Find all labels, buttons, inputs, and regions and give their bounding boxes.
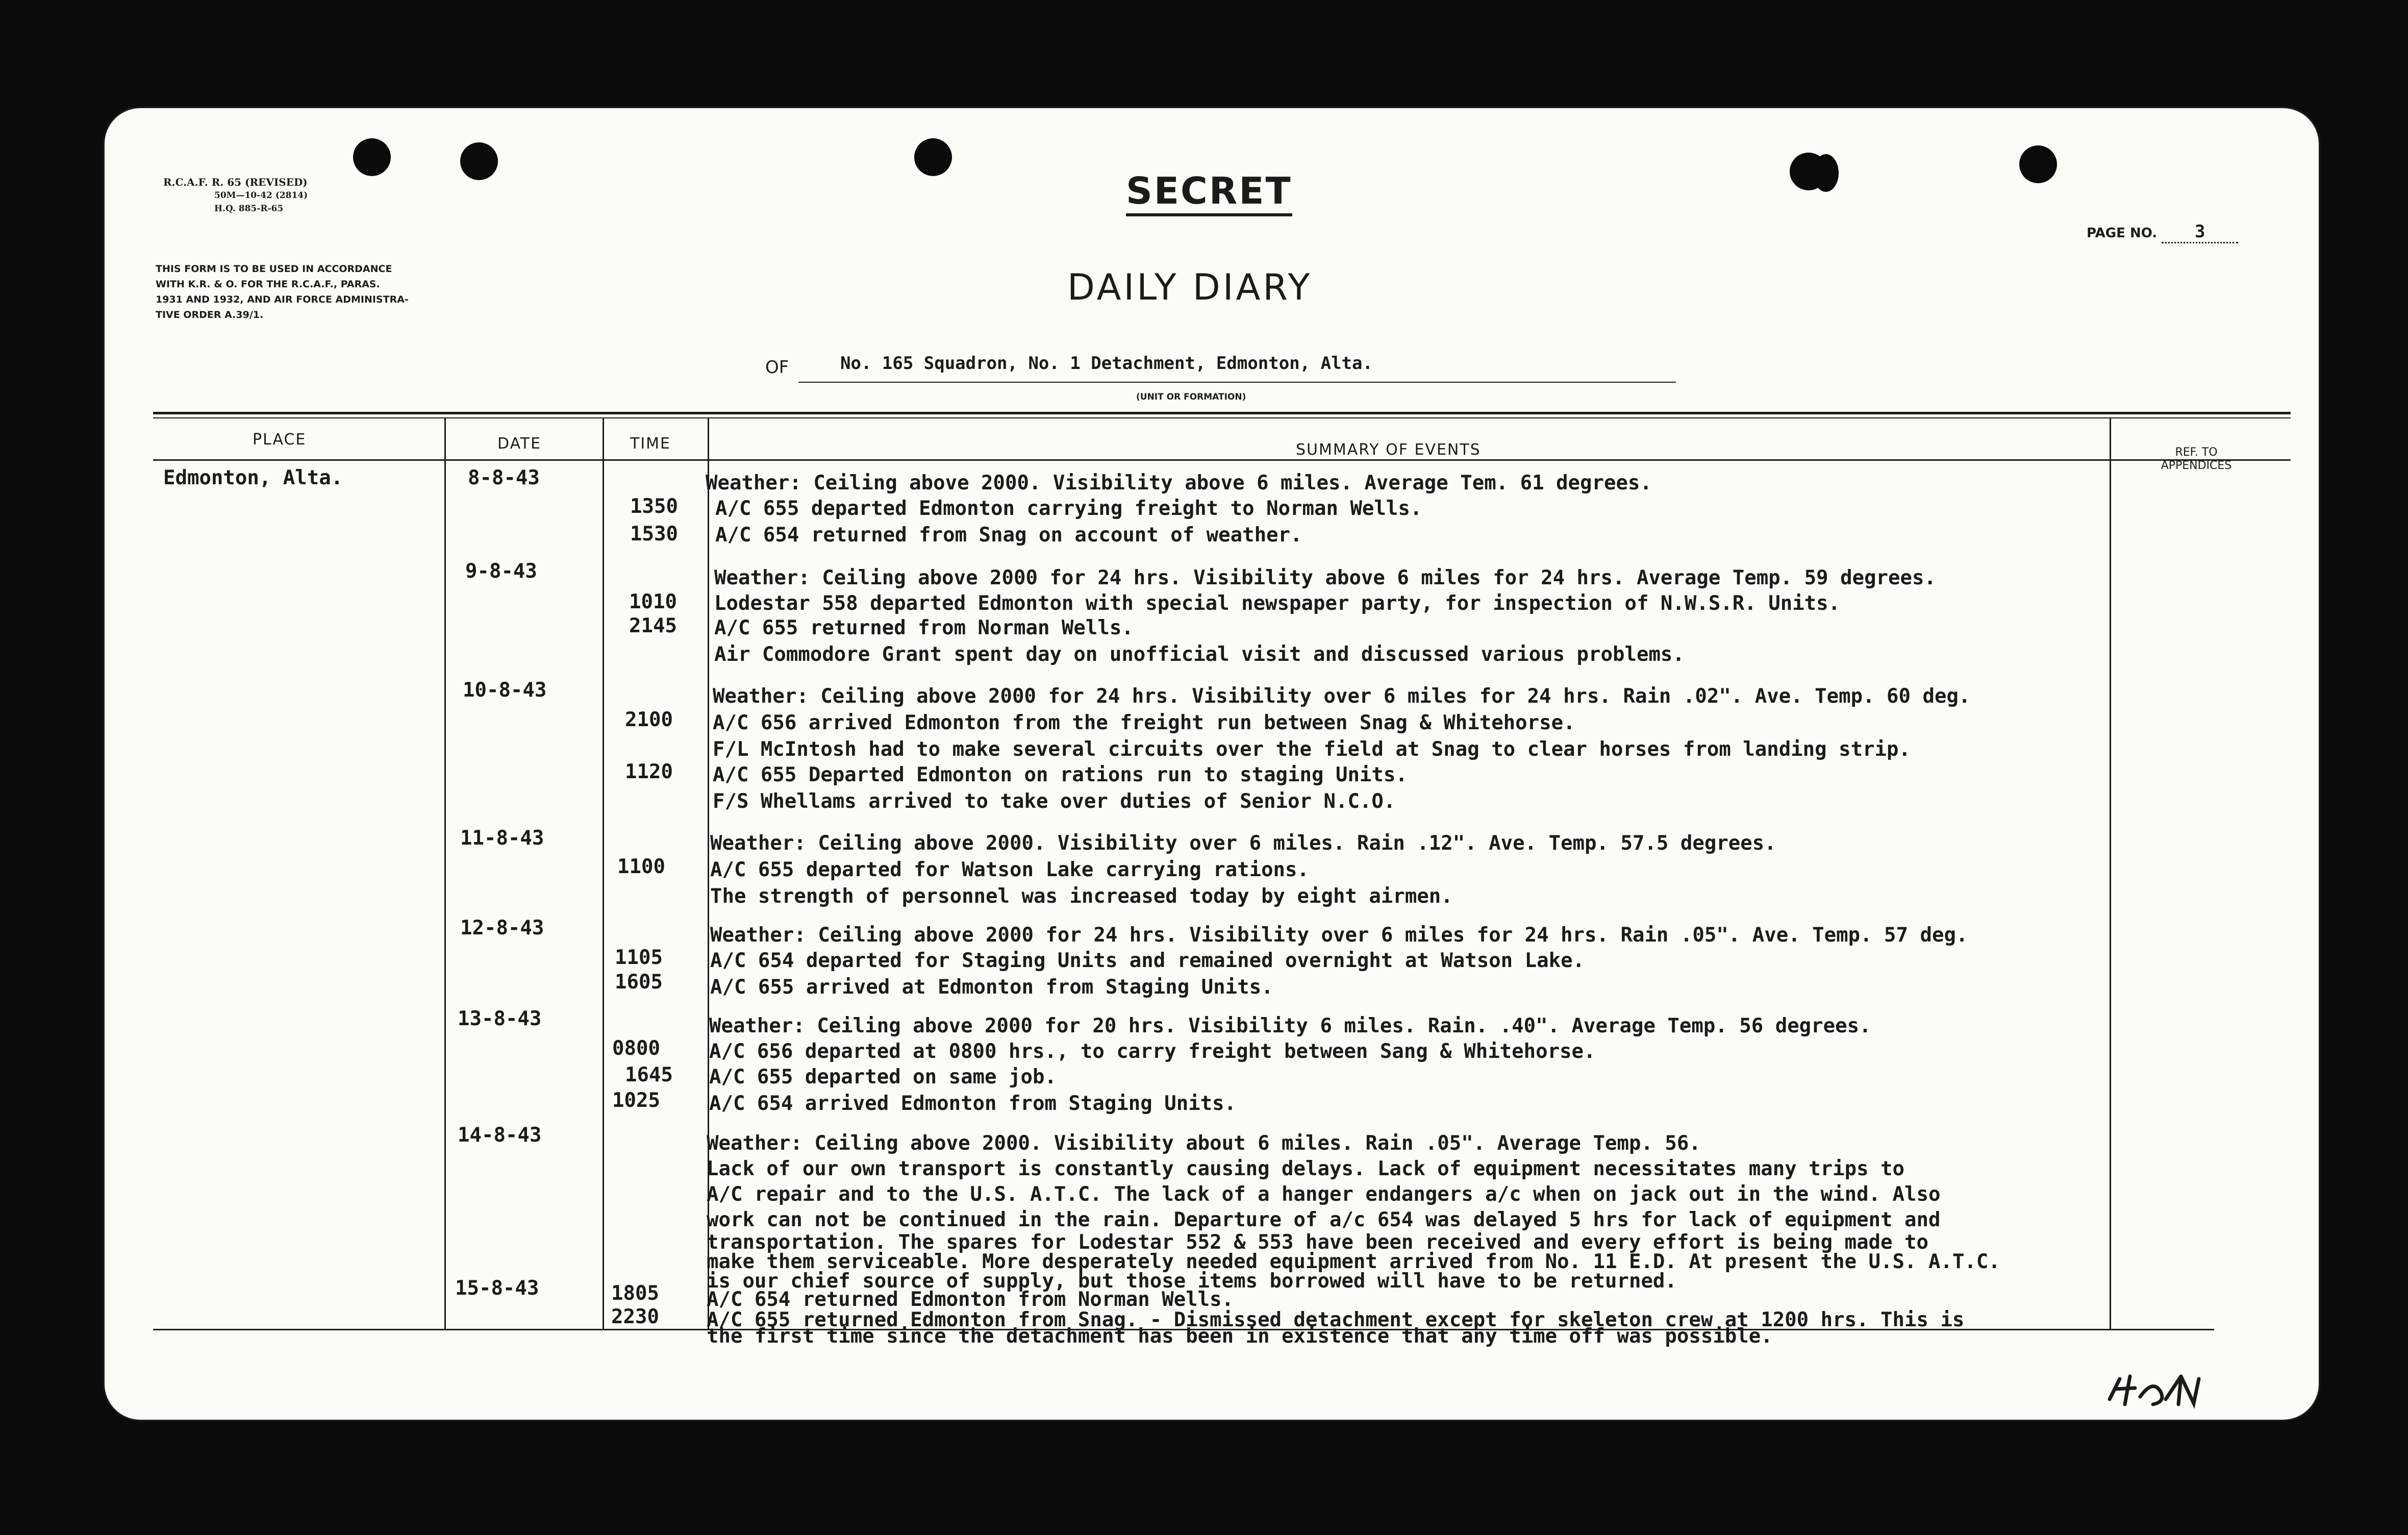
unit-caption: (UNIT OR FORMATION) [1136,392,1246,402]
summary-line: A/C 654 arrived Edmonton from Staging Units. [709,1092,1237,1115]
diary-page [105,108,2319,1420]
binder-hole [914,138,952,176]
summary-line: A/C 655 departed Edmonton carrying freight to Norman Wells. [715,497,1422,520]
table-top-rule-inner [153,417,2291,418]
summary-line: Lack of our own transport is constantly causing delays. Lack of equipment necessitates many trips to [707,1157,1904,1180]
column-header-ref [2135,446,2258,473]
column-header-date: DATE [497,435,542,453]
summary-line: A/C 655 arrived at Edmonton from Staging Units. [710,976,1273,999]
binder-hole [353,138,391,176]
date-cell: 8-8-43 [468,466,540,489]
date-cell: 14-8-43 [458,1124,542,1147]
summary-line: Lodestar 558 departed Edmonton with special newspaper party, for inspection of N.W.S.R. Units. [714,592,1841,615]
summary-line: the first time since the detachment has been in existence that any time off was possible. [707,1325,1773,1348]
unit-formation-value: No. 165 Squadron, No. 1 Detachment, Edmonton, Alta. [840,353,1373,374]
summary-line: A/C repair and to the U.S. A.T.C. The lack of a hanger endangers a/c when on jack out in the wind. Also [707,1183,1941,1206]
summary-line: Air Commodore Grant spent day on unofficial visit and discussed various problems. [714,643,1685,666]
form-code [163,176,308,215]
summary-line: Weather: Ceiling above 2000. Visibility about 6 miles. Rain .05". Average Temp. 56. [707,1132,1701,1155]
time-cell: 1605 [615,971,663,994]
time-cell: 1120 [625,760,673,783]
summary-line: work can not be continued in the rain. Departure of a/c 654 was delayed 5 hrs for lack of equipment and [707,1208,1941,1231]
notice-line: TIVE ORDER A.39/1. [156,309,264,320]
notice-line: THIS FORM IS TO BE USED IN ACCORDANCE [156,263,392,275]
time-cell: 1105 [615,946,663,969]
binder-hole [460,142,498,180]
summary-line: The strength of personnel was increased today by eight airmen. [710,885,1453,908]
column-header-time: TIME [630,435,671,453]
summary-line: Weather: Ceiling above 2000 for 24 hrs. Visibility over 6 miles for 24 hrs. Rain .02". Ave. Temp. 60 deg. [713,685,1971,708]
summary-line: A/C 655 departed for Watson Lake carrying rations. [710,858,1309,881]
time-cell: 1025 [612,1089,660,1112]
binder-hole [2019,145,2057,183]
page-label: PAGE NO. [2087,226,2158,241]
time-cell: 1010 [629,590,677,613]
unit-underline [798,382,1676,383]
summary-line: is our chief source of supply, but those items borrowed will have to be returned. [707,1270,1677,1293]
handwritten-initials [2104,1369,2206,1415]
of-label: OF [765,357,789,378]
time-cell: 2100 [625,708,673,731]
summary-line: A/C 656 arrived Edmonton from the freight run between Snag & Whitehorse. [713,711,1575,734]
column-divider [603,417,604,1330]
notice-line: 1931 AND 1932, AND AIR FORCE ADMINISTRA- [156,294,409,305]
ref-label-line: APPENDICES [2161,459,2232,472]
binder-hole [1813,154,1839,192]
table-top-rule [153,412,2291,414]
time-cell: 2145 [629,614,677,637]
date-cell: 10-8-43 [463,679,547,702]
summary-line: A/C 655 departed on same job. [709,1066,1057,1088]
summary-line: Weather: Ceiling above 2000. Visibility over 6 miles. Rain .12". Ave. Temp. 57.5 degrees. [710,832,1776,855]
notice-line: WITH K.R. & O. FOR THE R.C.A.F., PARAS. [156,279,380,290]
date-cell: 13-8-43 [458,1007,542,1030]
place-cell: Edmonton, Alta. [163,466,343,489]
time-cell: 1805 [611,1282,659,1305]
summary-line: A/C 655 returned from Norman Wells. [714,616,1134,639]
date-cell: 9-8-43 [465,560,537,583]
time-cell: 1645 [625,1063,673,1086]
column-divider [2110,417,2111,1330]
usage-notice [156,261,409,323]
column-header-rule [153,459,2291,461]
time-cell: 0800 [612,1037,660,1060]
page-number-label [2087,221,2238,243]
time-cell: 1100 [617,855,665,878]
date-cell: 12-8-43 [460,917,544,939]
summary-line: F/L McIntosh had to make several circuits over the field at Snag to clear horses from landing strip. [713,738,1911,761]
summary-line: Weather: Ceiling above 2000 for 20 hrs. Visibility 6 miles. Rain. .40". Average Temp. 56 degrees. [709,1014,1871,1037]
summary-line: A/C 655 returned Edmonton from Snag. - Dismissed detachment except for skeleton crew at 1200 hrs. This is [707,1308,1965,1331]
ref-label-line: REF. TO [2175,446,2218,459]
summary-line: F/S Whellams arrived to take over duties of Senior N.C.O. [713,790,1396,813]
summary-line: make them serviceable. More desperately needed equipment arrived from No. 11 E.D. At present the U.S. A.T.C. [707,1250,2000,1273]
summary-line: A/C 654 departed for Staging Units and remained overnight at Watson Lake. [710,949,1585,972]
summary-line: Weather: Ceiling above 2000 for 24 hrs. Visibility above 6 miles for 24 hrs. Average Temp. 59 degrees. [714,566,1936,589]
summary-line: A/C 655 Departed Edmonton on rations run to staging Units. [713,763,1408,786]
summary-line: A/C 656 departed at 0800 hrs., to carry freight between Sang & Whitehorse. [709,1040,1596,1063]
column-divider [444,417,446,1330]
classification-stamp: SECRET [1126,169,1292,216]
time-cell: 1530 [630,523,678,546]
summary-line: Weather: Ceiling above 2000 for 24 hrs. Visibility over 6 miles for 24 hrs. Rain .05". Ave. Temp. 57 deg. [710,924,1968,947]
form-code-line: 50M—10-42 (2814) [214,190,308,201]
summary-line: A/C 654 returned Edmonton from Norman Wells. [707,1288,1234,1311]
page-number: 3 [2162,221,2238,243]
form-code-line: H.Q. 885-R-65 [214,204,284,214]
time-cell: 1350 [630,495,678,518]
summary-line: A/C 654 returned from Snag on account of weather. [715,524,1302,547]
page-title: DAILY DIARY [1067,266,1313,308]
summary-line: Weather: Ceiling above 2000. Visibility above 6 miles. Average Tem. 61 degrees. [706,472,1652,494]
date-cell: 11-8-43 [460,827,544,850]
form-code-line: R.C.A.F. R. 65 (REVISED) [163,176,308,188]
column-header-summary: SUMMARY OF EVENTS [1296,441,1481,459]
summary-line: transportation. The spares for Lodestar 552 & 553 have been received and every effort is being made to [707,1231,1928,1254]
time-cell: 2230 [611,1305,659,1328]
date-cell: 15-8-43 [455,1277,539,1300]
column-header-place: PLACE [253,431,307,449]
